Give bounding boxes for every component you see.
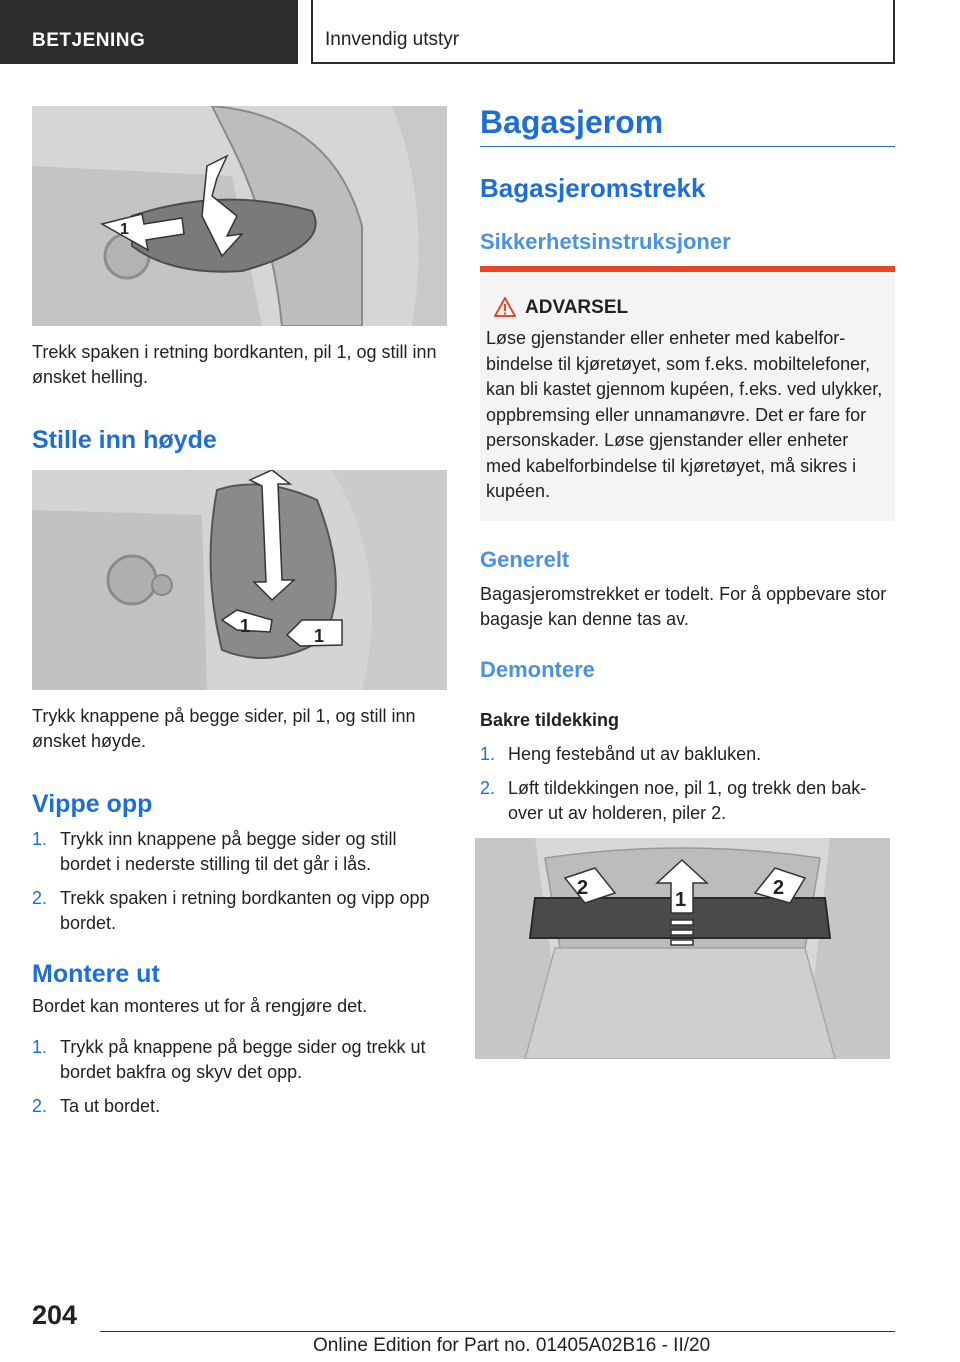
heading-adjust-height: Stille inn høyde <box>32 426 217 454</box>
warning-box <box>480 266 895 521</box>
fig1-arrow-label: 1 <box>120 221 129 238</box>
general-text: Bagasjeromstrekket er todelt. For å oppbevare stor bagasje kan denne tas av. <box>480 584 887 629</box>
chapter-tab <box>311 0 895 64</box>
fig3-label-center: 1 <box>675 889 687 911</box>
heading-cover: Bagasjeromstrekk <box>480 173 706 203</box>
figure-table-tilt <box>32 106 447 326</box>
list-item: 2. Trekk spaken i retning bordkanten og vipp opp bordet. <box>32 888 430 933</box>
dismantle-steps <box>480 742 895 835</box>
caption-tilt: Trekk spaken i retning bordkanten, pil 1, og still inn ønsket helling. <box>32 342 437 387</box>
fold-up-steps <box>32 827 447 945</box>
remove-intro: Bordet kan monteres ut for å rengjøre det. <box>32 996 368 1016</box>
warning-triangle-icon <box>493 296 517 318</box>
page-number: 204 <box>32 1300 78 1330</box>
heading-rule <box>480 146 895 147</box>
heading-fold-up: Vippe opp <box>32 790 153 818</box>
section-title: BETJENING <box>32 30 146 51</box>
warning-title: ADVARSEL <box>525 297 629 318</box>
fig2-label-right: 1 <box>314 626 325 646</box>
heading-remove: Montere ut <box>32 960 160 988</box>
heading-safety: Sikkerhetsinstruksjoner <box>480 229 731 254</box>
heading-general: Generelt <box>480 547 570 572</box>
figure-trunk-cover <box>475 838 890 1059</box>
warning-text: Løse gjenstander eller enheter med kabelforbindelse til kjøretøyet, som f.eks. mobiltelefoner, kan bli kastet gjennom kupéen, f.eks. ved ulykker, oppbremsing eller unnamanøvre. Det er fare for personskader. Løse gjenstander eller enheter med kabelforbindelse til kjøretøyet, må sikres i kupéen. <box>486 328 883 501</box>
list-item: 1. Trykk inn knappene på begge sider og still bordet i nederste stilling til det går i lås. <box>32 829 397 874</box>
list-item: 1. Trykk på knappene på begge sider og trekk ut bordet bakfra og skyv det opp. <box>32 1037 426 1082</box>
figure-height-adjust <box>32 470 447 690</box>
list-item: 2. Løft tildekkingen noe, pil 1, og trekk den bakover ut av holderen, piler 2. <box>480 778 867 823</box>
caption-height: Trykk knappene på begge sider, pil 1, og still inn ønsket høyde. <box>32 706 416 751</box>
footer-rule <box>100 1331 895 1332</box>
section-tab <box>0 0 298 64</box>
heading-dismantle: Demontere <box>480 657 595 682</box>
list-item: 2. Ta ut bordet. <box>32 1096 161 1116</box>
remove-steps <box>32 1035 447 1128</box>
subheading-rear-cover: Bakre tildekking <box>480 710 620 730</box>
heading-luggage: Bagasjerom <box>480 104 664 140</box>
fig2-label-left: 1 <box>240 616 251 636</box>
list-item: 1. Heng festebånd ut av bakluken. <box>480 744 762 764</box>
fig3-label-left: 2 <box>577 877 589 899</box>
fig3-label-right: 2 <box>773 877 785 899</box>
chapter-title: Innvendig utstyr <box>325 29 460 50</box>
edition-text: Online Edition for Part no. 01405A02B16 - II/20 <box>313 1335 711 1356</box>
